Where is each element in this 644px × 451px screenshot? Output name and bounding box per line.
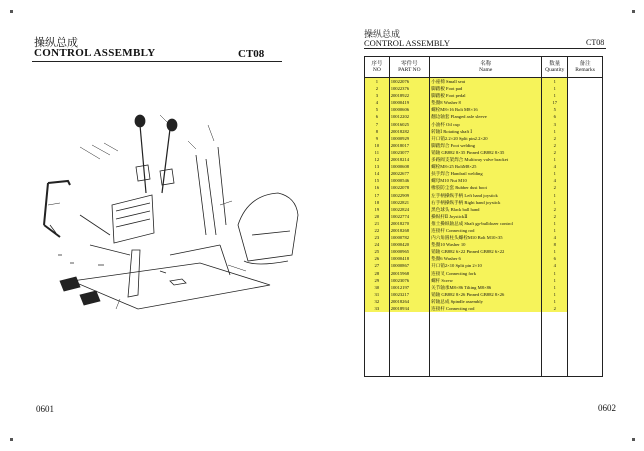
row-quantity: 3 — [542, 121, 568, 128]
row-name: 小座椅 Small seat — [430, 78, 542, 86]
row-name: 连接杆 Connecting rod — [430, 305, 542, 312]
row-quantity: 17 — [542, 99, 568, 106]
row-quantity: 6 — [542, 113, 568, 120]
table-row — [365, 106, 603, 113]
row-no: 27 — [365, 262, 390, 269]
row-part-no: 20022677 — [389, 170, 429, 177]
row-remarks — [568, 277, 603, 284]
table-row — [365, 156, 603, 163]
row-remarks — [568, 177, 603, 184]
row-quantity: 1 — [542, 199, 568, 206]
table-row — [365, 163, 603, 170]
row-remarks — [568, 220, 603, 227]
row-part-no: 10000606 — [389, 106, 429, 113]
row-no: 23 — [365, 234, 390, 241]
row-name: 多路阀支架焊合 Multiway valve bracket — [430, 156, 542, 163]
row-quantity: 4 — [542, 163, 568, 170]
table-row — [365, 170, 603, 177]
row-quantity: 1 — [542, 277, 568, 284]
row-part-no: 10000420 — [389, 241, 429, 248]
row-name: 垫圈6 Washer 6 — [430, 255, 542, 262]
row-quantity: 2 — [542, 213, 568, 220]
table-row — [365, 213, 603, 220]
row-name: 右手柄操纵手柄 Right hand joystick — [430, 199, 542, 206]
row-quantity: 1 — [542, 192, 568, 199]
row-remarks — [568, 227, 603, 234]
header-remarks: 备注 Remarks — [568, 57, 603, 78]
row-quantity: 1 — [542, 85, 568, 92]
row-no: 28 — [365, 270, 390, 277]
row-quantity: 1 — [542, 270, 568, 277]
table-row — [365, 78, 603, 86]
row-no: 2 — [365, 85, 390, 92]
row-name: 左手柄操纵手柄 Left hand joystick — [430, 192, 542, 199]
row-remarks — [568, 113, 603, 120]
row-part-no: 10022909 — [389, 192, 429, 199]
header-rule — [32, 61, 282, 62]
page-title-cn: 操纵总成 — [34, 37, 78, 49]
row-no: 24 — [365, 241, 390, 248]
row-remarks — [568, 163, 603, 170]
row-part-no: 10000867 — [389, 262, 429, 269]
row-quantity: 2 — [542, 305, 568, 312]
table-row — [365, 284, 603, 291]
row-quantity: 4 — [542, 177, 568, 184]
row-remarks — [568, 170, 603, 177]
row-no: 12 — [365, 156, 390, 163]
row-remarks — [568, 106, 603, 113]
crop-mark — [632, 438, 635, 441]
row-part-no: 20015968 — [389, 270, 429, 277]
row-remarks — [568, 128, 603, 135]
row-quantity: 6 — [542, 255, 568, 262]
row-no: 13 — [365, 163, 390, 170]
table-row — [365, 241, 603, 248]
row-quantity: 1 — [542, 156, 568, 163]
row-quantity: 1 — [542, 128, 568, 135]
row-part-no: 10012202 — [389, 113, 429, 120]
row-quantity: 2 — [542, 142, 568, 149]
row-no: 22 — [365, 227, 390, 234]
row-name: 脚踏板 Foot pedal — [430, 92, 542, 99]
row-no: 21 — [365, 220, 390, 227]
row-part-no: 10022376 — [389, 85, 429, 92]
row-part-no: 20018282 — [389, 128, 429, 135]
crop-mark — [10, 10, 13, 13]
row-no: 9 — [365, 135, 390, 142]
row-no: 25 — [365, 248, 390, 255]
row-remarks — [568, 199, 603, 206]
row-quantity: 5 — [542, 106, 568, 113]
row-remarks — [568, 213, 603, 220]
page-title-cn: 操纵总成 — [364, 29, 401, 39]
row-part-no: 20018017 — [389, 142, 429, 149]
row-remarks — [568, 206, 603, 213]
table-row — [365, 113, 603, 120]
row-no: 4 — [365, 99, 390, 106]
row-remarks — [568, 270, 603, 277]
row-name: 连接叉 Connecting fork — [430, 270, 542, 277]
header-name: 名称 Name — [430, 57, 542, 78]
header-rule — [364, 48, 606, 49]
row-name: 脚踏板 Foot pad — [430, 85, 542, 92]
row-name: 黑色球头 Black ball hand — [430, 206, 542, 213]
row-name: 转轴Ⅰ Rotating shaft Ⅰ — [430, 128, 542, 135]
row-part-no: 10023076 — [389, 277, 429, 284]
row-quantity: 4 — [542, 262, 568, 269]
row-quantity: 1 — [542, 220, 568, 227]
row-remarks — [568, 255, 603, 262]
row-no: 18 — [365, 199, 390, 206]
right-page — [322, 0, 644, 451]
row-name: 销轴 GB882 6×22 Pinned GB882 6×22 — [430, 248, 542, 255]
row-no: 17 — [365, 192, 390, 199]
row-part-no: 20018264 — [389, 298, 429, 305]
table-row — [365, 277, 603, 284]
row-part-no: 10000418 — [389, 255, 429, 262]
row-part-no: 10022774 — [389, 213, 429, 220]
row-quantity: 2 — [542, 184, 568, 191]
row-name: 开口销2.2×20 Split pin2.2×20 — [430, 135, 542, 142]
page-title-en: CONTROL ASSEMBLY — [364, 38, 450, 48]
table-header-row — [365, 57, 603, 78]
row-remarks — [568, 135, 603, 142]
row-name: 内六角圆柱头螺栓M10 Bolt M10×35 — [430, 234, 542, 241]
table-row — [365, 227, 603, 234]
row-remarks — [568, 262, 603, 269]
crop-mark — [10, 438, 13, 441]
row-name: 小油杯 Oil cup — [430, 121, 542, 128]
row-no: 16 — [365, 184, 390, 191]
row-name: 推土操纵轴总成 Shaft gp-bulldozer control — [430, 220, 542, 227]
parts-table — [364, 56, 603, 377]
row-part-no: 10000419 — [389, 99, 429, 106]
table-row — [365, 220, 603, 227]
row-part-no: 10016025 — [389, 121, 429, 128]
row-remarks — [568, 92, 603, 99]
table-row — [365, 298, 603, 305]
table-row — [365, 248, 603, 255]
row-name: 关节轴承M8×86 Tilting M8×86 — [430, 284, 542, 291]
table-row — [365, 142, 603, 149]
row-name: 垫圈8 Washer 8 — [430, 99, 542, 106]
table-empty-space — [365, 312, 603, 377]
table-row — [365, 192, 603, 199]
table-row — [365, 206, 603, 213]
row-no: 6 — [365, 113, 390, 120]
table-row — [365, 177, 603, 184]
table-row — [365, 149, 603, 156]
row-remarks — [568, 78, 603, 86]
row-part-no: 10023217 — [389, 291, 429, 298]
row-part-no: 20018270 — [389, 220, 429, 227]
row-quantity: 1 — [542, 248, 568, 255]
base-plate — [72, 263, 270, 309]
table-row — [365, 85, 603, 92]
row-part-no: 10022821 — [389, 199, 429, 206]
row-name: 开口销2×10 Split pin 2×10 — [430, 262, 542, 269]
row-quantity: 1 — [542, 298, 568, 305]
row-remarks — [568, 298, 603, 305]
row-no: 30 — [365, 284, 390, 291]
row-part-no: 20018268 — [389, 227, 429, 234]
header-part-no: 零件号 PART NO — [389, 57, 429, 78]
row-no: 11 — [365, 149, 390, 156]
row-no: 26 — [365, 255, 390, 262]
page-number: 0601 — [36, 404, 54, 414]
row-part-no: 20018214 — [389, 156, 429, 163]
row-quantity: 1 — [542, 291, 568, 298]
row-remarks — [568, 149, 603, 156]
row-remarks — [568, 85, 603, 92]
row-no: 5 — [365, 106, 390, 113]
row-part-no: 10022076 — [389, 78, 429, 86]
row-quantity: 4 — [542, 234, 568, 241]
row-name: 橡胶防尘套 Rubber dust boot — [430, 184, 542, 191]
row-remarks — [568, 184, 603, 191]
table-row — [365, 128, 603, 135]
row-remarks — [568, 121, 603, 128]
row-remarks — [568, 291, 603, 298]
row-quantity: 1 — [542, 227, 568, 234]
row-no: 32 — [365, 298, 390, 305]
row-part-no: 10023077 — [389, 149, 429, 156]
row-quantity: 1 — [542, 78, 568, 86]
page-code: CT08 — [238, 48, 265, 60]
row-quantity: 1 — [542, 284, 568, 291]
row-name: 螺杆 Screw — [430, 277, 542, 284]
row-remarks — [568, 156, 603, 163]
row-name: 垫圈10 Washer 10 — [430, 241, 542, 248]
page-title-en: CONTROL ASSEMBLY — [34, 47, 156, 59]
table-row — [365, 291, 603, 298]
row-quantity: 8 — [542, 241, 568, 248]
row-part-no: 20018922 — [389, 92, 429, 99]
table-row — [365, 135, 603, 142]
table-row — [365, 121, 603, 128]
table-row — [365, 199, 603, 206]
row-remarks — [568, 241, 603, 248]
row-quantity: 1 — [542, 92, 568, 99]
row-remarks — [568, 234, 603, 241]
row-no: 19 — [365, 206, 390, 213]
row-no: 8 — [365, 128, 390, 135]
row-quantity: 2 — [542, 135, 568, 142]
row-name: 螺母M10 Nut M10 — [430, 177, 542, 184]
row-part-no: 10000782 — [389, 234, 429, 241]
row-no: 10 — [365, 142, 390, 149]
row-part-no: 10000546 — [389, 177, 429, 184]
row-name: 连接杆 Connecting rod — [430, 227, 542, 234]
row-name: 翻边轴套 Flanged axle sleeve — [430, 113, 542, 120]
row-part-no: 10022824 — [389, 206, 429, 213]
table-row — [365, 262, 603, 269]
page-number: 0602 — [598, 403, 616, 413]
row-name: 销轴 GB882 8×35 Pinned GB882 8×35 — [430, 149, 542, 156]
page-code: CT08 — [586, 38, 605, 47]
row-remarks — [568, 305, 603, 312]
table-row — [365, 234, 603, 241]
row-part-no: 10022078 — [389, 184, 429, 191]
row-no: 7 — [365, 121, 390, 128]
table-row — [365, 184, 603, 191]
row-quantity: 1 — [542, 170, 568, 177]
row-no: 33 — [365, 305, 390, 312]
row-quantity: 2 — [542, 149, 568, 156]
crop-mark — [632, 10, 635, 13]
row-remarks — [568, 142, 603, 149]
row-part-no: 10000965 — [389, 248, 429, 255]
row-remarks — [568, 192, 603, 199]
row-name: 扶手焊合 Handrail welding — [430, 170, 542, 177]
table-row — [365, 270, 603, 277]
header-no: 序号 NO — [365, 57, 390, 78]
row-no: 29 — [365, 277, 390, 284]
row-part-no: 20018934 — [389, 305, 429, 312]
seat — [238, 193, 298, 261]
row-name: 脚踏焊合 Foot welding — [430, 142, 542, 149]
row-no: 20 — [365, 213, 390, 220]
table-row — [365, 305, 603, 312]
row-name: 转轴总成 Spindle assembly — [430, 298, 542, 305]
row-part-no: 10012197 — [389, 284, 429, 291]
handrail — [44, 181, 70, 237]
table-row — [365, 99, 603, 106]
row-name: 螺栓M8×25 BoltM8×25 — [430, 163, 542, 170]
exploded-diagram — [20, 85, 320, 325]
row-name: 螺栓M8×16 Bolt M8×16 — [430, 106, 542, 113]
row-no: 15 — [365, 177, 390, 184]
row-name: 操纵杆Ⅱ JoystickⅡ — [430, 213, 542, 220]
row-no: 31 — [365, 291, 390, 298]
row-remarks — [568, 284, 603, 291]
row-part-no: 10000929 — [389, 135, 429, 142]
row-remarks — [568, 248, 603, 255]
row-quantity: 2 — [542, 206, 568, 213]
table-row — [365, 255, 603, 262]
table-row — [365, 92, 603, 99]
row-no: 1 — [365, 78, 390, 86]
row-part-no: 10000608 — [389, 163, 429, 170]
row-no: 14 — [365, 170, 390, 177]
row-name: 销轴 GB882 8×26 Pinned GB882 8×26 — [430, 291, 542, 298]
header-quantity: 数量 Quantity — [542, 57, 568, 78]
row-remarks — [568, 99, 603, 106]
control-box — [112, 195, 154, 243]
row-no: 3 — [365, 92, 390, 99]
